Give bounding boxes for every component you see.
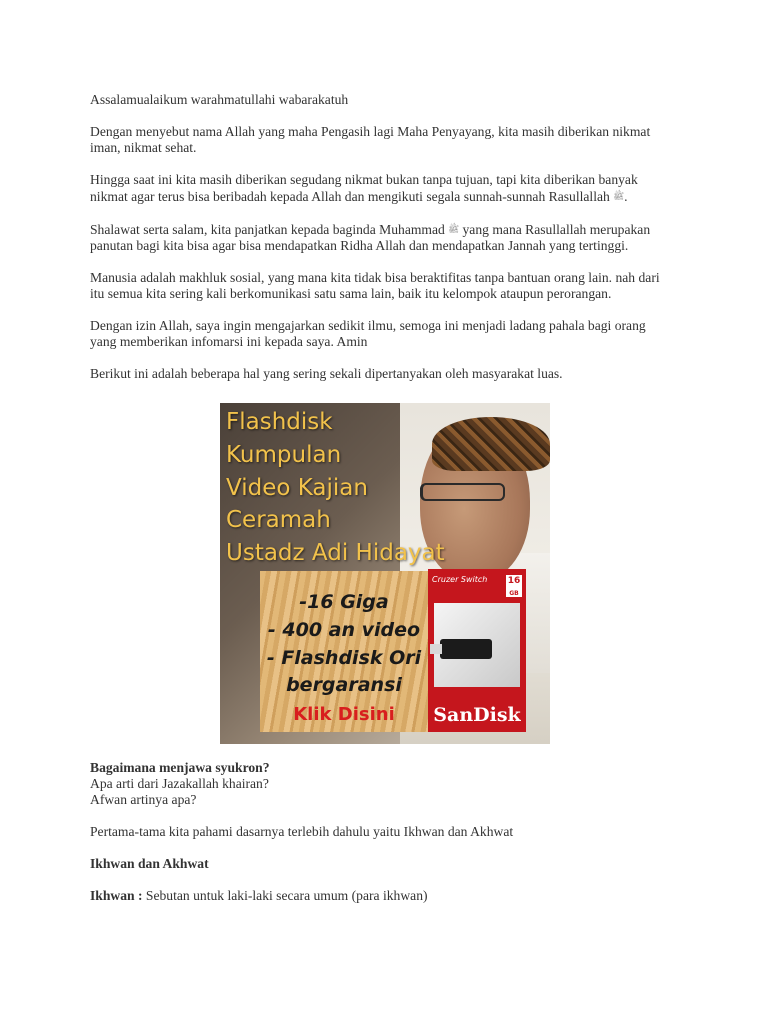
section-heading-paragraph — [90, 856, 680, 872]
paragraph-4-line-1: Manusia adalah makhluk sosial, yang mana kita tidak bisa beraktifitas tanpa bantuan orang lain. nah dari — [90, 270, 660, 285]
intro-paragraph — [90, 824, 680, 840]
saw-symbol: ﷺ — [613, 191, 625, 201]
paragraph-3-line-1 — [90, 221, 680, 238]
feature-panel — [260, 571, 428, 732]
banner-title-line: Flashdisk — [226, 409, 333, 435]
banner-title-line: Video Kajian — [226, 475, 368, 501]
paragraph-4-line-2: itu semua kita sering kali berkomunikasi satu sama lain, baik itu kelompok ataupun perorangan. — [90, 286, 612, 301]
capacity-badge — [506, 575, 522, 597]
speaker-cap — [432, 417, 550, 471]
product-box — [428, 569, 526, 732]
paragraph-3-line-1a: Shalawat serta salam, kita panjatkan kepada baginda Muhammad — [90, 222, 445, 237]
feature-item: bergaransi — [286, 674, 402, 696]
capacity-value: 16 — [507, 576, 521, 586]
paragraph-4 — [90, 270, 680, 302]
paragraph-5 — [90, 318, 680, 350]
feature-item: -16 Giga — [299, 591, 389, 613]
question-1: Bagaimana menjawa syukron? — [90, 760, 270, 775]
paragraph-2 — [90, 172, 680, 205]
greeting-text: Assalamualaikum warahmatullahi wabarakatuh — [90, 92, 349, 107]
klik-disini-link[interactable]: Klik Disini — [293, 704, 395, 725]
banner-title-line: Ustadz Adi Hidayat — [226, 540, 445, 566]
paragraph-6-line-1: Berikut ini adalah beberapa hal yang sering sekali dipertanyakan oleh masyarakat luas. — [90, 366, 563, 381]
saw-symbol: ﷺ — [448, 224, 460, 234]
banner-title-line: Ceramah — [226, 507, 331, 533]
banner-title-line: Kumpulan — [226, 442, 342, 468]
promo-banner[interactable] — [220, 403, 550, 744]
paragraph-2-line-1: Hingga saat ini kita masih diberikan segudang nikmat bukan tanpa tujuan, tapi kita diberikan banyak — [90, 172, 638, 187]
paragraph-2-line-2 — [90, 188, 680, 205]
question-2: Apa arti dari Jazakallah khairan? — [90, 776, 269, 791]
paragraph-5-line-1: Dengan izin Allah, saya ingin mengajarkan sedikit ilmu, semoga ini menjadi ladang pahala bagi orang — [90, 318, 646, 333]
feature-item: - Flashdisk Ori — [266, 647, 422, 669]
paragraph-3 — [90, 221, 680, 254]
capacity-unit: GB — [509, 590, 519, 597]
paragraph-5-line-2: yang memberikan infomarsi ini kepada saya. Amin — [90, 334, 368, 349]
definition-text: Sebutan untuk laki-laki secara umum (para ikhwan) — [142, 888, 428, 903]
paragraph-2-period: . — [624, 189, 628, 204]
paragraph-3-line-1b: yang mana Rasullallah merupakan — [459, 222, 651, 237]
definition-paragraph — [90, 888, 680, 904]
product-name: Cruzer Switch — [432, 575, 488, 584]
questions-paragraph — [90, 760, 680, 808]
paragraph-1 — [90, 124, 680, 156]
question-3: Afwan artinya apa? — [90, 792, 197, 807]
sandisk-logo: SanDisk — [433, 704, 521, 726]
paragraph-3-line-2: panutan bagi kita bisa agar bisa mendapatkan Ridha Allah dan mendapatkan Jannah yang tertinggi. — [90, 238, 629, 253]
greeting-paragraph — [90, 92, 680, 108]
section-heading: Ikhwan dan Akhwat — [90, 856, 209, 871]
usb-drive-icon — [440, 639, 492, 659]
paragraph-6 — [90, 366, 680, 382]
paragraph-1-line-2: iman, nikmat sehat. — [90, 140, 197, 155]
definition-term: Ikhwan : — [90, 888, 143, 903]
speaker-glasses — [420, 483, 505, 501]
definition-line — [90, 888, 680, 904]
intro-text: Pertama-tama kita pahami dasarnya terlebih dahulu yaitu Ikhwan dan Akhwat — [90, 824, 514, 839]
document-body-2 — [90, 760, 680, 920]
paragraph-2-line-2-text: nikmat agar terus bisa beribadah kepada Allah dan mengikuti segala sunnah-sunnah Rasullallah — [90, 189, 610, 204]
document-body — [90, 92, 680, 398]
feature-item: - 400 an video — [267, 619, 421, 641]
paragraph-1-line-1: Dengan menyebut nama Allah yang maha Pengasih lagi Maha Penyayang, kita masih diberikan nikmat — [90, 124, 651, 139]
